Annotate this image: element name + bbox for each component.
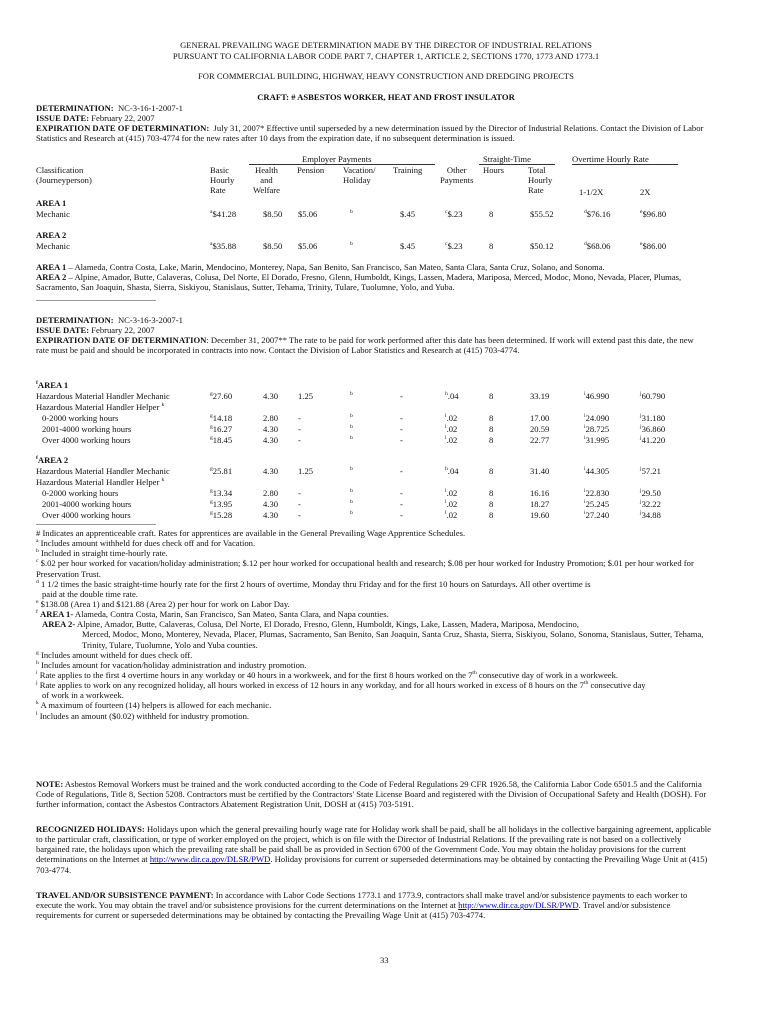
- section-divider: [36, 300, 156, 301]
- footnote-e: $^e$ $138.08 (Area 1) and $121.88 (Area 2) per hour for work on Labor Day.: [36, 598, 290, 609]
- cell-ot1: $^d$\$68.06: [584, 241, 611, 251]
- table2-area2-label: $^f$AREA 2: [36, 455, 69, 465]
- cell-ot2: $^j$29.50: [640, 488, 661, 498]
- cell-basic: $^g$18.45: [210, 435, 233, 445]
- helper-label: Hazardous Material Handler Helper $^k$: [36, 477, 165, 487]
- cell-other: $^l$.02: [445, 435, 458, 445]
- cell-hours: 8: [489, 466, 494, 476]
- cell-ot1: $^i$25.245: [584, 499, 610, 509]
- table-row: [36, 510, 736, 521]
- row-classification: Mechanic: [36, 241, 70, 251]
- cell-basic: $^g$15.28: [210, 510, 233, 520]
- table-row: [36, 241, 736, 252]
- cell-other: $^l$.02: [445, 499, 458, 509]
- footnote-f: $^f$ AREA 1- Alameda, Contra Costa, Marin, San Francisco, San Mateo, Santa Clara, and Napa counties.: [36, 609, 389, 620]
- craft-title: CRAFT: # ASBESTOS WORKER, HEAT AND FROST INSULATOR: [257, 92, 515, 102]
- cell-ot1: $^i$27.240: [584, 510, 610, 520]
- col-vacation: Vacation/ Holiday: [343, 165, 376, 186]
- cell-other: $^c$\$.23: [445, 241, 463, 251]
- cell-training: -: [400, 424, 403, 434]
- cell-ot2: $^e$\$86.00: [640, 241, 667, 251]
- cell-total: 33.19: [530, 391, 550, 401]
- cell-basic: $^g$14.18: [210, 413, 233, 423]
- header-line-2: PURSUANT TO CALIFORNIA LABOR CODE PART 7, CHAPTER 1, ARTICLE 2, SECTIONS 1770, 1773 AND 1773.1: [172, 51, 600, 61]
- cell-hw: 4.30: [263, 391, 279, 401]
- cell-other: $^c$\$.23: [445, 209, 463, 219]
- header-line-3: FOR COMMERCIAL BUILDING, HIGHWAY, HEAVY CONSTRUCTION AND DREDGING PROJECTS: [198, 71, 574, 81]
- cell-basic: $^a$\$35.88: [210, 241, 237, 251]
- cell-total: 20.59: [530, 424, 550, 434]
- cell-vac: b: [350, 435, 353, 442]
- cell-training: -: [400, 510, 403, 520]
- table1-area2-label: AREA 2: [36, 230, 67, 240]
- col-basic: Basic Hourly Rate: [210, 165, 235, 196]
- cell-pension: 1.25: [298, 391, 314, 401]
- mechanic-label: Hazardous Material Handler Mechanic: [36, 466, 170, 476]
- table-row: [36, 413, 736, 424]
- cell-ot1: $^i$31.995: [584, 435, 610, 445]
- row-classification: Over 4000 working hours: [42, 435, 131, 445]
- cell-total: 17.00: [530, 413, 550, 423]
- cell-hours: 8: [489, 241, 494, 251]
- cell-training: $.45: [400, 241, 416, 251]
- cell-vac: b: [350, 466, 353, 473]
- travel-link[interactable]: http://www.dir.ca.gov/DLSR/PWD: [458, 900, 579, 911]
- cell-ot1: $^i$24.090: [584, 413, 610, 423]
- cell-pension: -: [298, 510, 301, 520]
- determination-2: DETERMINATION: NC-3-16-3-2007-1 ISSUE DATE: February 22, 2007 EXPIRATION DATE OF DETERMINATION: December 31, 2007** The rate to be paid for work performed after this date has been determined. If work will extend past this date, the new rate must be paid and should be incorporated in contracts into now. Contact the Division of Labor Statistics and Research at (415) 703-4774.: [36, 315, 694, 356]
- cell-basic: $^g$13.34: [210, 488, 233, 498]
- overtime-header: Overtime Hourly Rate: [572, 154, 649, 164]
- footnote-a: $^a$ Includes amount withheld for dues check off and for Vacation.: [36, 538, 256, 549]
- table-row: [36, 499, 736, 510]
- col-health-welfare: Health and Welfare: [253, 165, 280, 196]
- cell-basic: $^g$25.81: [210, 466, 233, 476]
- employer-payments-header: Employer Payments: [302, 154, 372, 164]
- cell-ot1: $^i$44.305: [584, 466, 610, 476]
- table2-area1-label: $^f$AREA 1: [36, 380, 69, 390]
- page-number: 33: [380, 955, 389, 965]
- cell-pension: 1.25: [298, 466, 314, 476]
- cell-training: -: [400, 391, 403, 401]
- footnote-h: $^h$ Includes amount for vacation/holiday administration and industry promotion.: [36, 659, 307, 670]
- cell-vac: b: [350, 488, 353, 495]
- cell-other: $^l$.02: [445, 510, 458, 520]
- table-row: [36, 209, 736, 220]
- travel-paragraph: TRAVEL AND/OR SUBSISTENCE PAYMENT: In accordance with Labor Code Sections 1773.1 and 1773.9, contractors shall make travel and/or subsistence payments to each worker to execute the work. You may obtain the travel and/or subsistence provisions for the current determinations on the Internet at http://www.dir.ca.gov/DLSR/PWD. Travel and/or subsistence requirements for current or superseded determinations may be obtained by contacting the Prevailing Wage Unit at (415) 703-4774.: [36, 890, 688, 921]
- footnote-l: $^l$ Includes an amount ($0.02) withheld for industry promotion.: [36, 710, 250, 721]
- cell-ot2: $^j$41.220: [640, 435, 666, 445]
- cell-basic: $^a$\$41.28: [210, 209, 237, 219]
- cell-hours: 8: [489, 209, 494, 219]
- cell-pension: -: [298, 413, 301, 423]
- cell-training: -: [400, 413, 403, 423]
- cell-ot1: $^i$22.830: [584, 488, 610, 498]
- cell-pension: -: [298, 488, 301, 498]
- cell-pension: $5.06: [298, 209, 318, 219]
- table-row: [36, 488, 736, 499]
- cell-basic: $^g$13.95: [210, 499, 233, 509]
- cell-basic: $^g$27.60: [210, 391, 233, 401]
- cell-training: -: [400, 435, 403, 445]
- row-classification: 2001-4000 working hours: [42, 499, 132, 509]
- cell-training: -: [400, 466, 403, 476]
- col-pension: Pension: [297, 165, 325, 175]
- cell-ot2: $^j$34.88: [640, 510, 661, 520]
- footnotes: # Indicates an apprenticeable craft. Rates for apprentices are available in the General Prevailing Wage Apprentice Schedules. $^a$ Includes amount withheld for dues check off and for Vacation. $^b$ Included in straight time-hourly rate. $^c$ $.02 per hour worked for vacation/holiday administration; $.12 per hour worked for occupational health and research; $.08 per hour worked for Industry Promotion; $.01 per hour worked for Preservation Trust. $^d$ 1 1/2 times the basic straight-time hourly rate for the first 2 hours of overtime, Monday thru Friday and for the first 10 hours on Saturdays. All other overtime is paid at the double time rate. $^e$ $138.08 (Area 1) and $121.88 (Area 2) per hour for work on Labor Day. $^f$ AREA 1- Alameda, Contra Costa, Marin, San Francisco, San Mateo, Santa Clara, and Napa counties. AREA 2- Alpine, Amador, Butte, Calaveras, Colusa, Del Norte, El Dorado, Fresno, Glenn, Humboldt, Kings, Lake, Lassen, Madera, Mariposa, Mendocino, Merced, Modoc, Mono, Monterey, Nevada, Placer, Plumas, Sacramento, San Benito, San Joaquin, Santa Cruz, Shasta, Sierra, Siskiyou, Solano, Sonoma, Stanislaus, Sutter, Tehama, Trinity, Tulare, Tuolumne, Yolo and Yuba counties. $^g$ Includes amount witheld for dues check off. $^h$ Includes amount for vacation/holiday administration and industry promotion. $^i$ Rate applies to the first 4 overtime hours in any workday or 40 hours in a workweek, and for the first 8 hours worked on the 7th consecutive day of work in a workweek. $^j$ Rate applies to work on any recognized holiday, all hours worked in excess of 12 hours in any workday, and for all hours worked in excess of 8 hours on the 7th consecutive day of work in a workweek. $^k$ A maximum of fourteen (14) helpers is allowed for each mechanic. $^l$ Includes an amount ($0.02) withheld for industry promotion.: [36, 528, 736, 721]
- cell-hw: $8.50: [263, 209, 283, 219]
- cell-hours: 8: [489, 424, 494, 434]
- cell-hw: 4.30: [263, 499, 279, 509]
- table-row: [36, 466, 736, 477]
- col-classification: Classification (Journeyperson): [36, 165, 92, 186]
- footnote-g: $^g$ Includes amount witheld for dues check off.: [36, 649, 193, 660]
- straight-time-header: Straight-Time: [483, 154, 531, 164]
- footnote-hash: # Indicates an apprenticeable craft. Rates for apprentices are available in the General Prevailing Wage Apprentice Schedules.: [36, 528, 466, 538]
- area-descriptions: AREA 1 – Alameda, Contra Costa, Lake, Marin, Mendocino, Monterey, Napa, San Benito, San Francisco, San Mateo, Santa Clara, Santa Cruz, Solano, and Sonoma. AREA 2 – Alpine, Amador, Butte, Calaveras, Colusa, Del Norte, El Dorado, Fresno, Glenn, Humboldt, Kings, Lassen, Madera, Mariposa, Merced, Modoc, Mono, Nevada, Placer, Plumas, Sacramento, San Joaquin, Shasta, Sierra, Siskiyou, Stanislaus, Sutter, Tehama, Trinity, Tulare, Tuolumne, Yolo, and Yuba.: [36, 262, 682, 293]
- row-classification: Mechanic: [36, 209, 70, 219]
- row-classification: 0-2000 working hours: [42, 488, 119, 498]
- footnote-i: $^i$ Rate applies to the first 4 overtime hours in any workday or 40 hours in a workweek, and for the first 8 hours worked on the 7th consecutive day of work in a workweek.: [36, 669, 619, 680]
- row-classification: 0-2000 working hours: [42, 413, 119, 423]
- cell-hw: 2.80: [263, 488, 279, 498]
- cell-hw: 2.80: [263, 413, 279, 423]
- holidays-paragraph: RECOGNIZED HOLIDAYS: Holidays upon which the general prevailing hourly wage rate for Holiday work shall be paid, shall be all holidays in the collective bargaining agreement, applicable to the particular craft, classification, or type of worker employed on the project, which is on file with the Director of Industrial Relations. If the prevailing rate is not based on a collectively bargained rate, the holidays upon which the prevailing rate shall be paid shall be as provided in Section 6700 of the Government Code. You may obtain the holiday provisions for the current determinations on the Internet at http://www.dir.ca.gov/DLSR/PWD. Holiday provisions for current or superseded determinations may be obtained by contacting the Prevailing Wage Unit at (415) 703-4774.: [36, 824, 711, 875]
- cell-hours: 8: [489, 510, 494, 520]
- cell-other: $^l$.02: [445, 488, 458, 498]
- row-classification: 2001-4000 working hours: [42, 424, 132, 434]
- cell-hw: 4.30: [263, 466, 279, 476]
- cell-training: $.45: [400, 209, 416, 219]
- note-paragraph: NOTE: Asbestos Removal Workers must be trained and the work conducted according to the Code of Federal Regulations 29 CFR 1926.58, the California Labor Code 6501.5 and the California Code of Regulations, Title 8, Section 5208. Contractors must be certified by the Contractors' State License Board and registered with the Division of Occupational Safety and Health (DOSH). For further information, contact the Asbestos Contractors Abatement Registration Unit, DOSH at (415) 703-5191.: [36, 779, 707, 810]
- cell-vac: b: [350, 499, 353, 506]
- cell-ot2: $^j$32.22: [640, 499, 661, 509]
- cell-vac: b: [350, 413, 353, 420]
- footnote-k: $^k$ A maximum of fourteen (14) helpers is allowed for each mechanic.: [36, 700, 272, 711]
- col-ot-1-5x: 1-1/2X: [579, 187, 604, 197]
- cell-pension: -: [298, 435, 301, 445]
- cell-other: $^h$.04: [445, 466, 459, 476]
- cell-hours: 8: [489, 391, 494, 401]
- footnote-b: $^b$ Included in straight time-hourly rate.: [36, 548, 168, 559]
- cell-other: $^h$.04: [445, 391, 459, 401]
- col-hours: Hours: [483, 165, 505, 175]
- overtime-rule: [572, 164, 678, 165]
- cell-other: $^l$.02: [445, 413, 458, 423]
- cell-vac: b: [350, 391, 353, 398]
- cell-training: -: [400, 499, 403, 509]
- cell-hw: 4.30: [263, 510, 279, 520]
- cell-hours: 8: [489, 413, 494, 423]
- mechanic-label: Hazardous Material Handler Mechanic: [36, 391, 170, 401]
- col-training: Training: [393, 165, 423, 175]
- cell-vac: b: [350, 424, 353, 431]
- cell-hw: $8.50: [263, 241, 283, 251]
- cell-total: 22.77: [530, 435, 550, 445]
- cell-ot1: $^d$\$76.16: [584, 209, 611, 219]
- cell-ot1: $^i$46.990: [584, 391, 610, 401]
- cell-hw: 4.30: [263, 424, 279, 434]
- table-row: [36, 391, 736, 402]
- holidays-link[interactable]: http://www.dir.ca.gov/DLSR/PWD: [149, 854, 271, 865]
- cell-other: $^l$.02: [445, 424, 458, 434]
- header-line-1: GENERAL PREVAILING WAGE DETERMINATION MADE BY THE DIRECTOR OF INDUSTRIAL RELATIONS: [180, 40, 592, 50]
- col-other: Other Payments: [440, 165, 474, 186]
- table1-area1-label: AREA 1: [36, 198, 67, 208]
- cell-ot1: $^i$28.725: [584, 424, 610, 434]
- helper-label: Hazardous Material Handler Helper $^k$: [36, 402, 165, 412]
- cell-hours: 8: [489, 488, 494, 498]
- cell-pension: $5.06: [298, 241, 318, 251]
- table-row: [36, 435, 736, 446]
- col-total: Total Hourly Rate: [528, 165, 553, 196]
- cell-total: 31.40: [530, 466, 550, 476]
- cell-hours: 8: [489, 435, 494, 445]
- cell-total: $50.12: [530, 241, 554, 251]
- cell-total: $55.52: [530, 209, 554, 219]
- footnote-c: $^c$ $.02 per hour worked for vacation/holiday administration; $.12 per hour worked for occupational health and research; $.08 per hour worked for Industry Promotion; $.01 per hour worked for: [36, 558, 694, 569]
- footnote-d: $^d$ 1 1/2 times the basic straight-time hourly rate for the first 2 hours of overtime, Monday thru Friday and for the first 10 hours on Saturdays. All other overtime is: [36, 578, 591, 589]
- cell-ot2: $^j$31.180: [640, 413, 666, 423]
- cell-pension: -: [298, 499, 301, 509]
- footnote-divider: [36, 524, 156, 525]
- cell-hours: 8: [489, 499, 494, 509]
- footnote-j: $^j$ Rate applies to work on any recognized holiday, all hours worked in excess of 12 hours in any workday, and for all hours worked in excess of 8 hours on the 7th consecutive day: [36, 680, 646, 691]
- cell-vac: b: [350, 241, 353, 248]
- cell-total: 16.16: [530, 488, 550, 498]
- cell-ot2: $^j$57.21: [640, 466, 661, 476]
- determination-1: DETERMINATION: NC-3-16-1-2007-1 ISSUE DATE: February 22, 2007 EXPIRATION DATE OF DETERMINATION: July 31, 2007* Effective until superseded by a new determination issued by the Director of Industrial Relations. Contact the Division of Labor Statistics and Research at (415) 703-4774 for the new rates after 10 days from the expiration date, if no subsequent determination is issued.: [36, 103, 704, 144]
- cell-vac: b: [350, 209, 353, 216]
- cell-hw: 4.30: [263, 435, 279, 445]
- row-classification: Over 4000 working hours: [42, 510, 131, 520]
- cell-total: 18.27: [530, 499, 550, 509]
- cell-vac: b: [350, 510, 353, 517]
- cell-basic: $^g$16.27: [210, 424, 233, 434]
- cell-ot2: $^j$60.790: [640, 391, 666, 401]
- cell-ot2: $^e$\$96.80: [640, 209, 667, 219]
- cell-total: 19.60: [530, 510, 550, 520]
- cell-ot2: $^j$36.860: [640, 424, 666, 434]
- table-row: [36, 424, 736, 435]
- cell-training: -: [400, 488, 403, 498]
- cell-pension: -: [298, 424, 301, 434]
- col-ot-2x: 2X: [640, 187, 651, 197]
